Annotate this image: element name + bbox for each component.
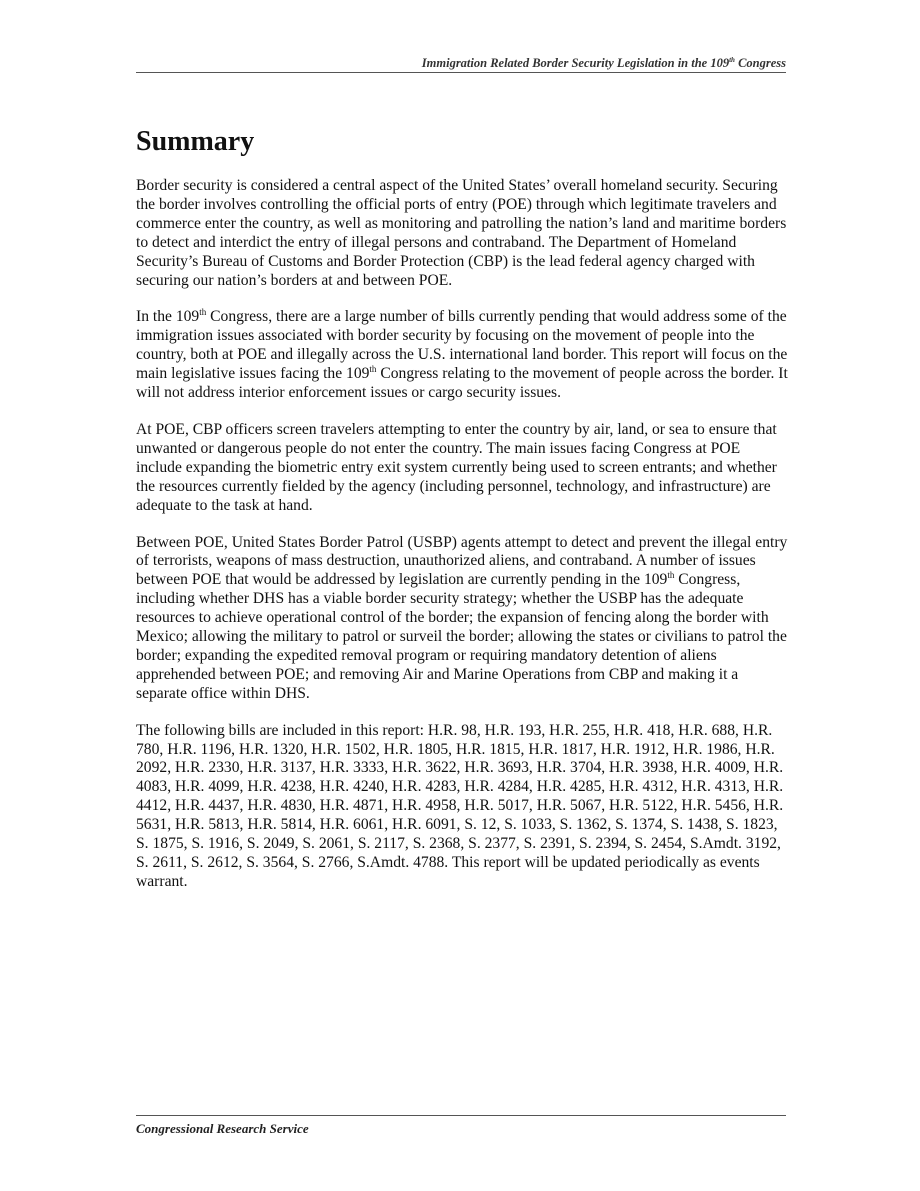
- paragraph-bills-list: The following bills are included in this report: H.R. 98, H.R. 193, H.R. 255, H.R. 418, H.R. 688, H.R. 780, H.R. 1196, H.R. 1320, H.R. 1502, H.R. 1805, H.R. 1815, H.R. 1817, H.R. 1912, H.R. 1986, H.R. 2092, H.R. 2330, H.R. 3137, H.R. 3333, H.R. 3622, H.R. 3693, H.R. 3704, H.R. 3938, H.R. 4009, H.R. 4083, H.R. 4099, H.R. 4238, H.R. 4240, H.R. 4283, H.R. 4284, H.R. 4285, H.R. 4312, H.R. 4313, H.R. 4412, H.R. 4437, H.R. 4830, H.R. 4871, H.R. 4958, H.R. 5017, H.R. 5067, H.R. 5122, H.R. 5456, H.R. 5631, H.R. 5813, H.R. 5814, H.R. 6061, H.R. 6091, S. 12, S. 1033, S. 1362, S. 1374, S. 1438, S. 1823, S. 1875, S. 1916, S. 2049, S. 2061, S. 2117, S. 2368, S. 2377, S. 2391, S. 2394, S. 2454, S.Amdt. 3192, S. 2611, S. 2612, S. 3564, S. 2766, S.Amdt. 4788. This report will be updated periodically as events warrant.: [136, 721, 784, 890]
- footer-label: Congressional Research Service: [136, 1121, 309, 1136]
- header-divider: [136, 72, 786, 73]
- paragraph-border-security-overview: Border security is considered a central aspect of the United States’ overall homeland security. Securing the border involves controlling the official ports of entry (POE) through which legitimate travelers and commerce enter the country, as well as monitoring and patrolling the nation’s land and maritime borders to detect and interdict the entry of illegal persons and contraband. The Department of Homeland Security’s Bureau of Customs and Border Protection (CBP) is the lead federal agency charged with securing our nation’s borders at and between POE.: [136, 177, 787, 289]
- paragraph-text: Congress relating to the movement of people across the border. It will not address interior enforcement issues or cargo security issues.: [136, 365, 788, 402]
- page-title: Summary: [136, 126, 255, 157]
- running-header-superscript: th: [729, 55, 735, 64]
- paragraph-text: Congress, there are a large number of bills currently pending that would address some of the immigration issues associated with border security by focusing on the movement of people into the country, both at POE and illegally across the U.S. international land border. This report will focus on the main legislative issues facing the 109: [136, 308, 788, 383]
- superscript: th: [199, 307, 207, 318]
- paragraph-between-poe-issues: [136, 534, 788, 704]
- paragraph-text: Between POE, United States Border Patrol (USBP) agents attempt to detect and prevent the illegal entry of terrorists, weapons of mass destruction, unauthorized aliens, and contraband. A number of issues between POE that would be addressed by legislation are currently pending in the 109: [136, 533, 788, 589]
- summary-body: [136, 177, 788, 910]
- running-header: [136, 55, 786, 71]
- paragraph-109th-congress-bills: [136, 308, 788, 403]
- running-header-text: Immigration Related Border Security Legislation in the 109: [421, 56, 730, 70]
- running-header-text-end: Congress: [734, 56, 786, 70]
- superscript: th: [667, 570, 675, 581]
- paragraph-poe-issues: At POE, CBP officers screen travelers attempting to enter the country by air, land, or sea to ensure that unwanted or dangerous people do not enter the country. The main issues facing Congress at POE include expanding the biometric entry exit system currently being used to screen entrants; and whether the resources currently fielded by the agency (including personnel, technology, and infrastructure) are adequate to the task at hand.: [136, 420, 777, 514]
- superscript: th: [369, 363, 377, 374]
- paragraph-text: In the 109: [136, 308, 200, 326]
- paragraph-text: Congress, including whether DHS has a viable border security strategy; whether the USBP has the adequate resources to achieve operational control of the border; the expansion of fencing along the border with Mexico; allowing the military to patrol or surveil the border; allowing the states or civilians to patrol the border; expanding the expedited removal program or requiring mandatory detention of aliens apprehended between POE; and removing Air and Marine Operations from CBP and making it a separate office within DHS.: [136, 571, 787, 702]
- footer-divider: [136, 1115, 786, 1116]
